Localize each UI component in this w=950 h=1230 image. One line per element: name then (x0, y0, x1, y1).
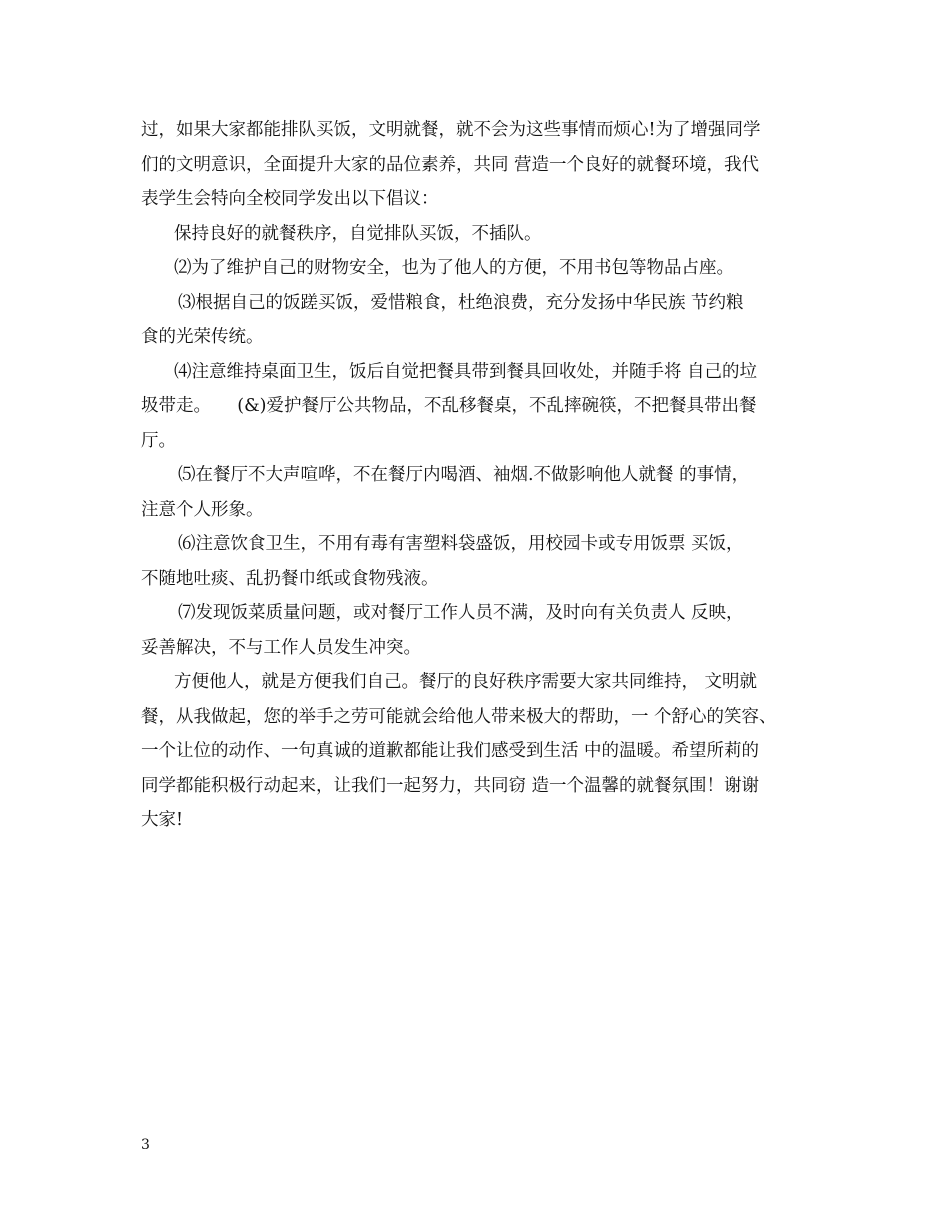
text-line: 方便他人，就是方便我们自己。餐厅的良好秩序需要大家共同维持， 文明就 (174, 672, 758, 692)
text-line: 同学都能积极行动起来，让我们一起努力，共同窃 造一个温馨的就餐氛围！谢谢 (141, 775, 760, 796)
text-line: 过，如果大家都能排队买饭，文明就餐，就不会为这些事情而烦心!为了增强同学 (141, 120, 761, 140)
text-line: 妥善解决，不与工作人员发生冲突。 (141, 637, 421, 658)
text-line: 大家! (141, 810, 184, 830)
page-number: 3 (141, 1137, 150, 1153)
document-body (141, 113, 821, 838)
text-line: 们的文明意识，全面提升大家的品位素养，共同 营造一个良好的就餐环境，我代 (141, 154, 760, 175)
text-line: ⑺发现饭菜质量问题，或对餐厅工作人员不满，及时向有关负责人 反映， (178, 603, 744, 623)
text-line: ⑶根据自己的饭蹉买饭，爱惜粮食，杜绝浪费，充分发扬中华民族 节约粮 (178, 292, 744, 313)
text-line: 食的光荣传统。 (141, 327, 264, 347)
text-line: ⑹注意饮食卫生，不用有毒有害塑料袋盛饭，用校园卡或专用饭票 买饭， (178, 534, 744, 554)
text-line: 不随地吐痰、乱扔餐巾纸或食物残液。 (141, 568, 439, 589)
text-line: 表学生会特向全校同学发出以下倡议： (141, 189, 439, 209)
text-line: ⑸在餐厅不大声喧哗，不在餐厅内喝酒、袖烟.不做影响他人就餐 的事情， (178, 465, 750, 485)
text-line: 餐，从我做起，您的举手之劳可能就会给他人带来极大的帮助，一 个舒心的笑容、 (141, 706, 777, 727)
text-line: 厅。 (141, 430, 176, 451)
text-line: ⑵为了维护自己的财物安全，也为了他人的方便，不用书包等物品占座。 (174, 258, 734, 278)
text-line: 一个让位的动作、一句真诚的道歉都能让我们感受到生活 中的温暖。希望所莉的 (141, 741, 760, 761)
text-line: 圾带走。 (&)爱护餐厅公共物品，不乱移餐桌，不乱摔碗筷，不把餐具带出餐 (141, 396, 757, 416)
text-line: 保持良好的就餐秩序，自觉排队买饭，不插队。 (174, 223, 542, 244)
text-line: ⑷注意维持桌面卫生，饭后自觉把餐具带到餐具回收处，并随手将 自己的垃 (174, 361, 758, 382)
text-line: 注意个人形象。 (141, 499, 264, 520)
